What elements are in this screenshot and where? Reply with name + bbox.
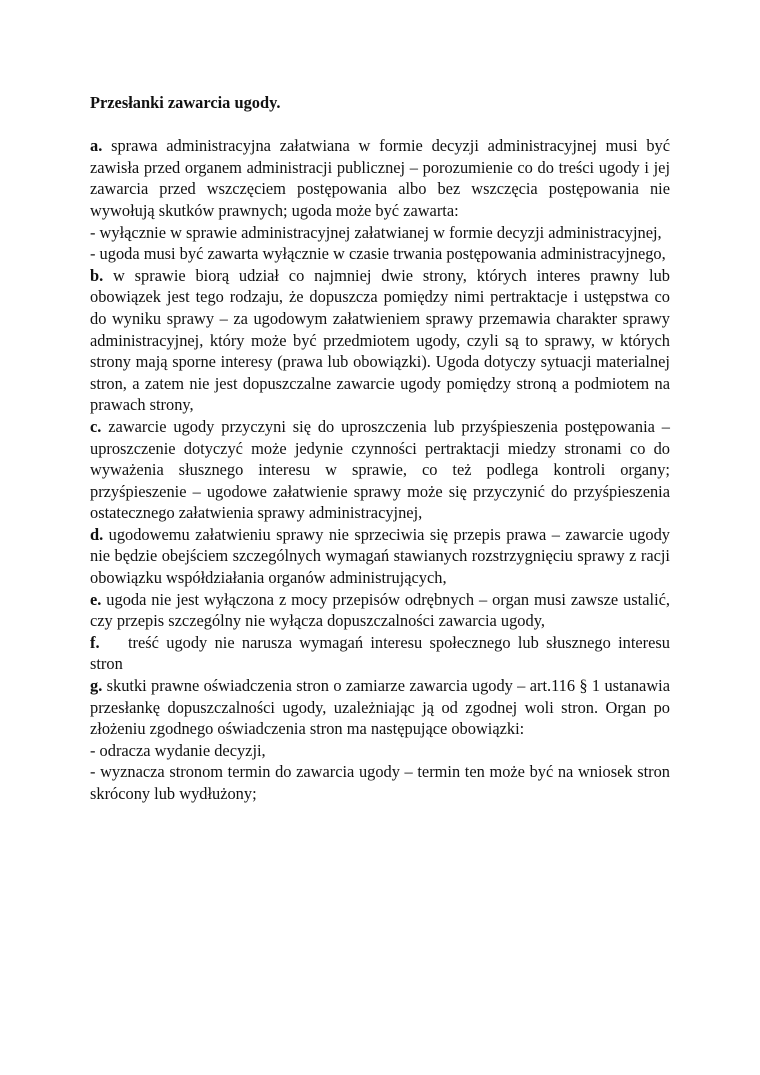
item-a-label: a. bbox=[90, 136, 103, 156]
item-d-text: ugodowemu załatwieniu sprawy nie sprzeciwia się przepis prawa – zawarcie ugody nie będzie obejściem szczególnych wymagań stawianych rozstrzygnięciu sprawy z racji obowiązku współdziałania organów administrujących, bbox=[90, 524, 670, 588]
item-c bbox=[90, 416, 670, 524]
item-e-label: e. bbox=[90, 589, 102, 609]
item-a-bullet-2: - ugoda musi być zawarta wyłącznie w czasie trwania postępowania administracyjnego, bbox=[90, 244, 666, 264]
item-d bbox=[90, 524, 670, 589]
item-c-label: c. bbox=[90, 416, 102, 436]
item-g-bullet-1: - odracza wydanie decyzji, bbox=[90, 740, 266, 760]
item-f-label: f. bbox=[90, 632, 100, 652]
item-e-text: ugoda nie jest wyłączona z mocy przepisów odrębnych – organ musi zawsze ustalić, czy przepis szczególny nie wyłącza dopuszczalności zawarcia ugody, bbox=[90, 589, 670, 631]
document-title: Przesłanki zawarcia ugody. bbox=[90, 93, 281, 112]
item-f bbox=[90, 632, 670, 675]
item-d-label: d. bbox=[90, 524, 104, 544]
item-a-text: sprawa administracyjna załatwiana w formie decyzji administracyjnej musi być zawisła przed organem administracji publicznej – porozumienie co do treści ugody i jej zawarcia przed wszczęciem postępowania albo bez wszczęcia postępowania nie wywołują skutków prawnych; ugoda może być zawarta: bbox=[90, 136, 670, 220]
item-a-bullet-1: - wyłącznie w sprawie administracyjnej załatwianej w formie decyzji administracyjnej, bbox=[90, 222, 662, 242]
item-f-text: treść ugody nie narusza wymagań interesu społecznego lub słusznego interesu stron bbox=[90, 632, 670, 674]
item-g bbox=[90, 675, 670, 740]
item-g-label: g. bbox=[90, 676, 103, 696]
item-b-text: w sprawie biorą udział co najmniej dwie strony, których interes prawny lub obowiązek jest tego rodzaju, że dopuszcza pomiędzy nimi pertraktacje i ustępstwa co do wyniku sprawy – za ugodowym załatwieniem sprawy przemawia charakter sprawy administracyjnej, który może być przedmiotem ugody, czyli są to sprawy, w których strony mają sporne interesy (prawa lub obowiązki). Ugoda dotyczy sytuacji materialnej stron, a zatem nie jest dopuszczalne zawarcie ugody pomiędzy stroną a podmiotem na prawach strony, bbox=[90, 265, 670, 415]
item-b-label: b. bbox=[90, 265, 104, 285]
item-e bbox=[90, 589, 670, 632]
document-page bbox=[90, 92, 670, 805]
item-c-text: zawarcie ugody przyczyni się do uproszczenia lub przyśpieszenia postępowania – uproszczenie dotyczyć może jedynie czynności pertraktacji miedzy stronami co do wyważenia słusznego interesu w sprawie, co też podlega kontroli organy; przyśpieszenie – ugodowe załatwienie sprawy może się przyczynić do przyśpieszenia ostatecznego załatwienia sprawy administracyjnej, bbox=[90, 416, 670, 523]
item-b bbox=[90, 265, 670, 416]
item-g-text: skutki prawne oświadczenia stron o zamiarze zawarcia ugody – art.116 § 1 ustanawia przesłankę dopuszczalności ugody, uzależniając ją od zgodnej woli stron. Organ po złożeniu zgodnego oświadczenia stron ma następujące obowiązki: bbox=[90, 676, 670, 739]
item-a bbox=[90, 135, 670, 221]
item-g-bullet-2: - wyznacza stronom termin do zawarcia ugody – termin ten może być na wniosek stron skrócony lub wydłużony; bbox=[90, 762, 670, 803]
